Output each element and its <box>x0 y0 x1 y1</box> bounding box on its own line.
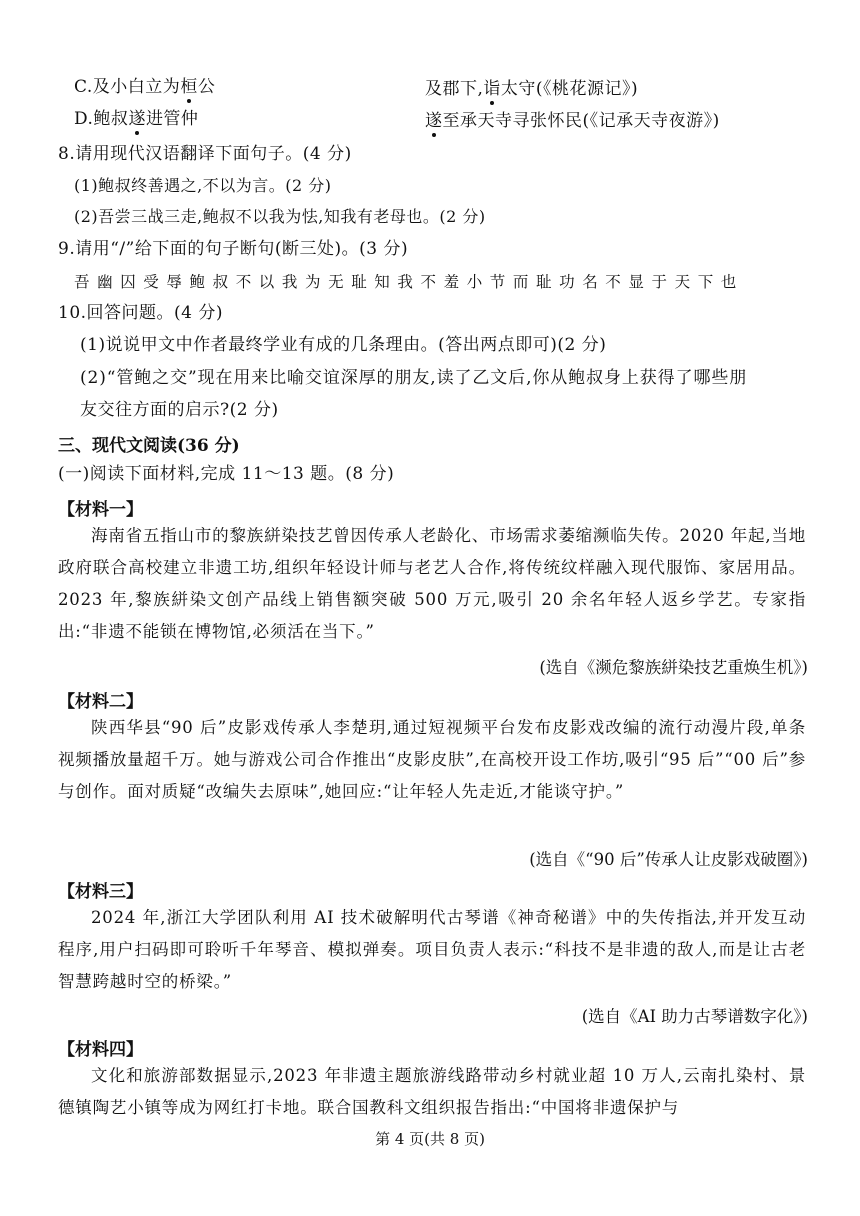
emphasis-char: 遂 <box>425 111 443 131</box>
emphasis-char: 遂 <box>128 109 146 129</box>
material-2-body: 陕西华县“90 后”皮影戏传承人李楚玥,通过短视频平台发布皮影戏改编的流行动漫片段,单条视频播放量超千万。她与游戏公司合作推出“皮影皮肤”,在高校开设工作坊,吸引“95 后”“00 后”参与创作。面对质疑“改编失去原味”,她回应:“让年轻人先走近,才能谈守护。” <box>58 718 806 801</box>
page-footer: 第 4 页(共 8 页) <box>375 1130 485 1148</box>
section-3-title: 三、现代文阅读(36 分) <box>58 436 240 456</box>
q8-sentence-1: (1)鲍叔终善遇之,不以为言。(2 分) <box>74 176 332 195</box>
material-4-label: 【材料四】 <box>58 1040 143 1060</box>
material-3-body: 2024 年,浙江大学团队利用 AI 技术破解明代古琴谱《神奇秘谱》中的失传指法,并开发互动程序,用户扫码即可聆听千年琴音、模拟弹奏。项目负责人表示:“科技不是非遗的敌人,而是让古老智慧跨越时空的桥梁。” <box>58 908 806 991</box>
emphasis-char: 桓 <box>180 77 198 97</box>
q10-title: 10.回答问题。(4 分) <box>58 303 224 323</box>
section-3-subtitle: (一)阅读下面材料,完成 11～13 题。(8 分) <box>58 464 395 484</box>
q8-title: 8.请用现代汉语翻译下面句子。(4 分) <box>58 144 352 164</box>
material-1-label: 【材料一】 <box>58 500 143 520</box>
material-3-source: (选自《AI 助力古琴谱数字化》) <box>581 1007 808 1026</box>
material-2-source: (选自《“90 后”传承人让皮影戏破圈》) <box>529 850 808 869</box>
q9-sentence: 吾幽囚受辱鲍叔不以我为无耻知我不羞小节而耻功名不显于天下也 <box>74 273 744 291</box>
material-2-label: 【材料二】 <box>58 692 143 712</box>
q7-option-c-left: C.及小白立为桓公 <box>74 77 216 97</box>
material-3-label: 【材料三】 <box>58 882 143 902</box>
q10-sub-2-line-2: 友交往方面的启示?(2 分) <box>80 400 279 420</box>
q7-option-c-right: 及郡下,诣太守(《桃花源记》) <box>425 79 639 99</box>
material-4-body: 文化和旅游部数据显示,2023 年非遗主题旅游线路带动乡村就业超 10 万人,云南扎染村、景德镇陶艺小镇等成为网红打卡地。联合国教科文组织报告指出:“中国将非遗保护与 <box>58 1066 806 1117</box>
q7-option-d-right: 遂至承天寺寻张怀民(《记承天寺夜游》) <box>425 111 720 131</box>
material-1-source: (选自《濒危黎族絣染技艺重焕生机》) <box>539 658 808 677</box>
q10-sub-1: (1)说说甲文中作者最终学业有成的几条理由。(答出两点即可)(2 分) <box>80 335 607 355</box>
q9-title: 9.请用“/”给下面的句子断句(断三处)。(3 分) <box>58 239 409 259</box>
q7-option-d-left: D.鲍叔遂进管仲 <box>74 109 199 129</box>
q10-sub-2-line-1: (2)“管鲍之交”现在用来比喻交谊深厚的朋友,读了乙文后,你从鲍叔身上获得了哪些朋 <box>80 368 748 388</box>
emphasis-char: 诣 <box>483 79 501 99</box>
q8-sentence-2: (2)吾尝三战三走,鲍叔不以我为怯,知我有老母也。(2 分) <box>74 207 486 226</box>
material-1-body: 海南省五指山市的黎族絣染技艺曾因传承人老龄化、市场需求萎缩濒临失传。2020 年起,当地政府联合高校建立非遗工坊,组织年轻设计师与老艺人合作,将传统纹样融入现代服饰、家居用品。2023 年,黎族絣染文创产品线上销售额突破 500 万元,吸引 20 余名年轻人返乡学艺。专家指出:“非遗不能锁在博物馆,必须活在当下。” <box>58 526 806 641</box>
